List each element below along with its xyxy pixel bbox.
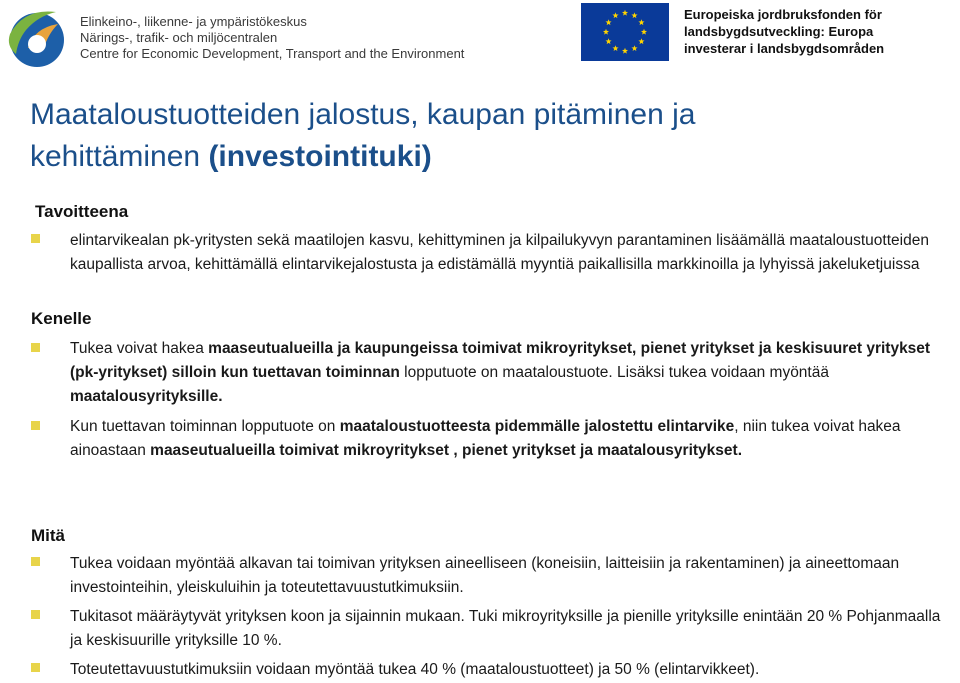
- section-label-tavoitteena: Tavoitteena: [35, 202, 129, 221]
- section-label-mita: Mitä: [31, 526, 65, 545]
- title-line-1: Maataloustuotteiden jalostus, kaupan pitäminen ja: [30, 98, 696, 131]
- eu-fund-line-1: Europeiska jordbruksfonden för: [684, 7, 882, 22]
- text-run-bold: maaseutualueilla toimivat mikroyritykset , pienet yritykset ja maatalousyritykset.: [150, 442, 742, 459]
- ely-name-sv: Närings-, trafik- och miljöcentralen: [80, 30, 278, 45]
- bullet-mita-1: Tukea voidaan myöntää alkavan tai toimivan yrityksen aineelliseen (koneisiin, laitteisiin ja rakentaminen) ja aineettomaan investointeihin, yleiskuluihin ja toteutettavuustutkimuksiin.: [70, 555, 900, 596]
- ely-organization-name: [80, 14, 464, 62]
- title-subtitle: (investointituki): [208, 140, 432, 173]
- text-run-bold: maatalousyrityksille.: [70, 388, 223, 405]
- eu-fund-text: [684, 6, 884, 57]
- bullet-kenelle-1: [70, 337, 950, 409]
- ely-logo-icon: [4, 4, 70, 70]
- bullet-kenelle-2: [70, 415, 950, 463]
- section-label-kenelle: Kenelle: [31, 309, 92, 328]
- text-run-bold: maataloustuotteesta pidemmälle jalostettu elintarvike: [339, 418, 735, 435]
- text-run: lopputuote on maataloustuote. Lisäksi tukea voidaan myöntää: [399, 364, 829, 381]
- text-run-bold: maaseutualueilla ja kaupungeissa toimivat mikroyritykset, pienet yritykset ja keskisuuret yritykset (pk-yritykset) silloin kun tuettavan toiminnan: [70, 340, 931, 381]
- bullet-marker-icon: [31, 421, 40, 430]
- text-run: Kun tuettavan toiminnan lopputuote on: [70, 418, 340, 435]
- bullet-marker-icon: [31, 557, 40, 566]
- eu-fund-line-3: investerar i landsbygdsområden: [684, 41, 885, 56]
- header: [0, 0, 960, 80]
- bullet-mita-2: Tukitasot määräytyvät yrityksen koon ja sijainnin mukaan. Tuki mikroyrityksille ja pienille yrityksille enintään 20 % Pohjanmaalla ja keskisuurille yrityksille 10 %.: [70, 608, 941, 649]
- bullet-marker-icon: [31, 663, 40, 672]
- eu-flag-icon: [581, 3, 669, 61]
- title-line-2: kehittäminen: [30, 140, 209, 173]
- bullet-mita-3: Toteutettavuustutkimuksiin voidaan myöntää tukea 40 % (maataloustuotteet) ja 50 % (elintarvikkeet).: [70, 661, 760, 678]
- eu-fund-line-2: landsbygdsutveckling: Europa: [684, 24, 874, 39]
- bullet-marker-icon: [31, 343, 40, 352]
- text-run: , niin tukea voivat hakea ainoastaan: [70, 418, 901, 459]
- ely-name-fi: Elinkeino-, liikenne- ja ympäristökeskus: [80, 14, 307, 29]
- bullet-marker-icon: [31, 610, 40, 619]
- bullet-tavoitteena-1: elintarvikealan pk-yritysten sekä maatilojen kasvu, kehittyminen ja kilpailukyvyn parantaminen lisäämällä maataloustuotteiden kaupallista arvoa, kehittämällä elintarvikejalostusta ja edistämällä myyntiä paikallisilla markkinoilla ja lyhyissä jakeluketjuissa: [70, 232, 929, 273]
- text-run: Tukea voivat hakea: [70, 340, 209, 357]
- bullet-marker-icon: [31, 234, 40, 243]
- page-title: [30, 94, 930, 178]
- ely-name-en: Centre for Economic Development, Transport and the Environment: [80, 46, 465, 61]
